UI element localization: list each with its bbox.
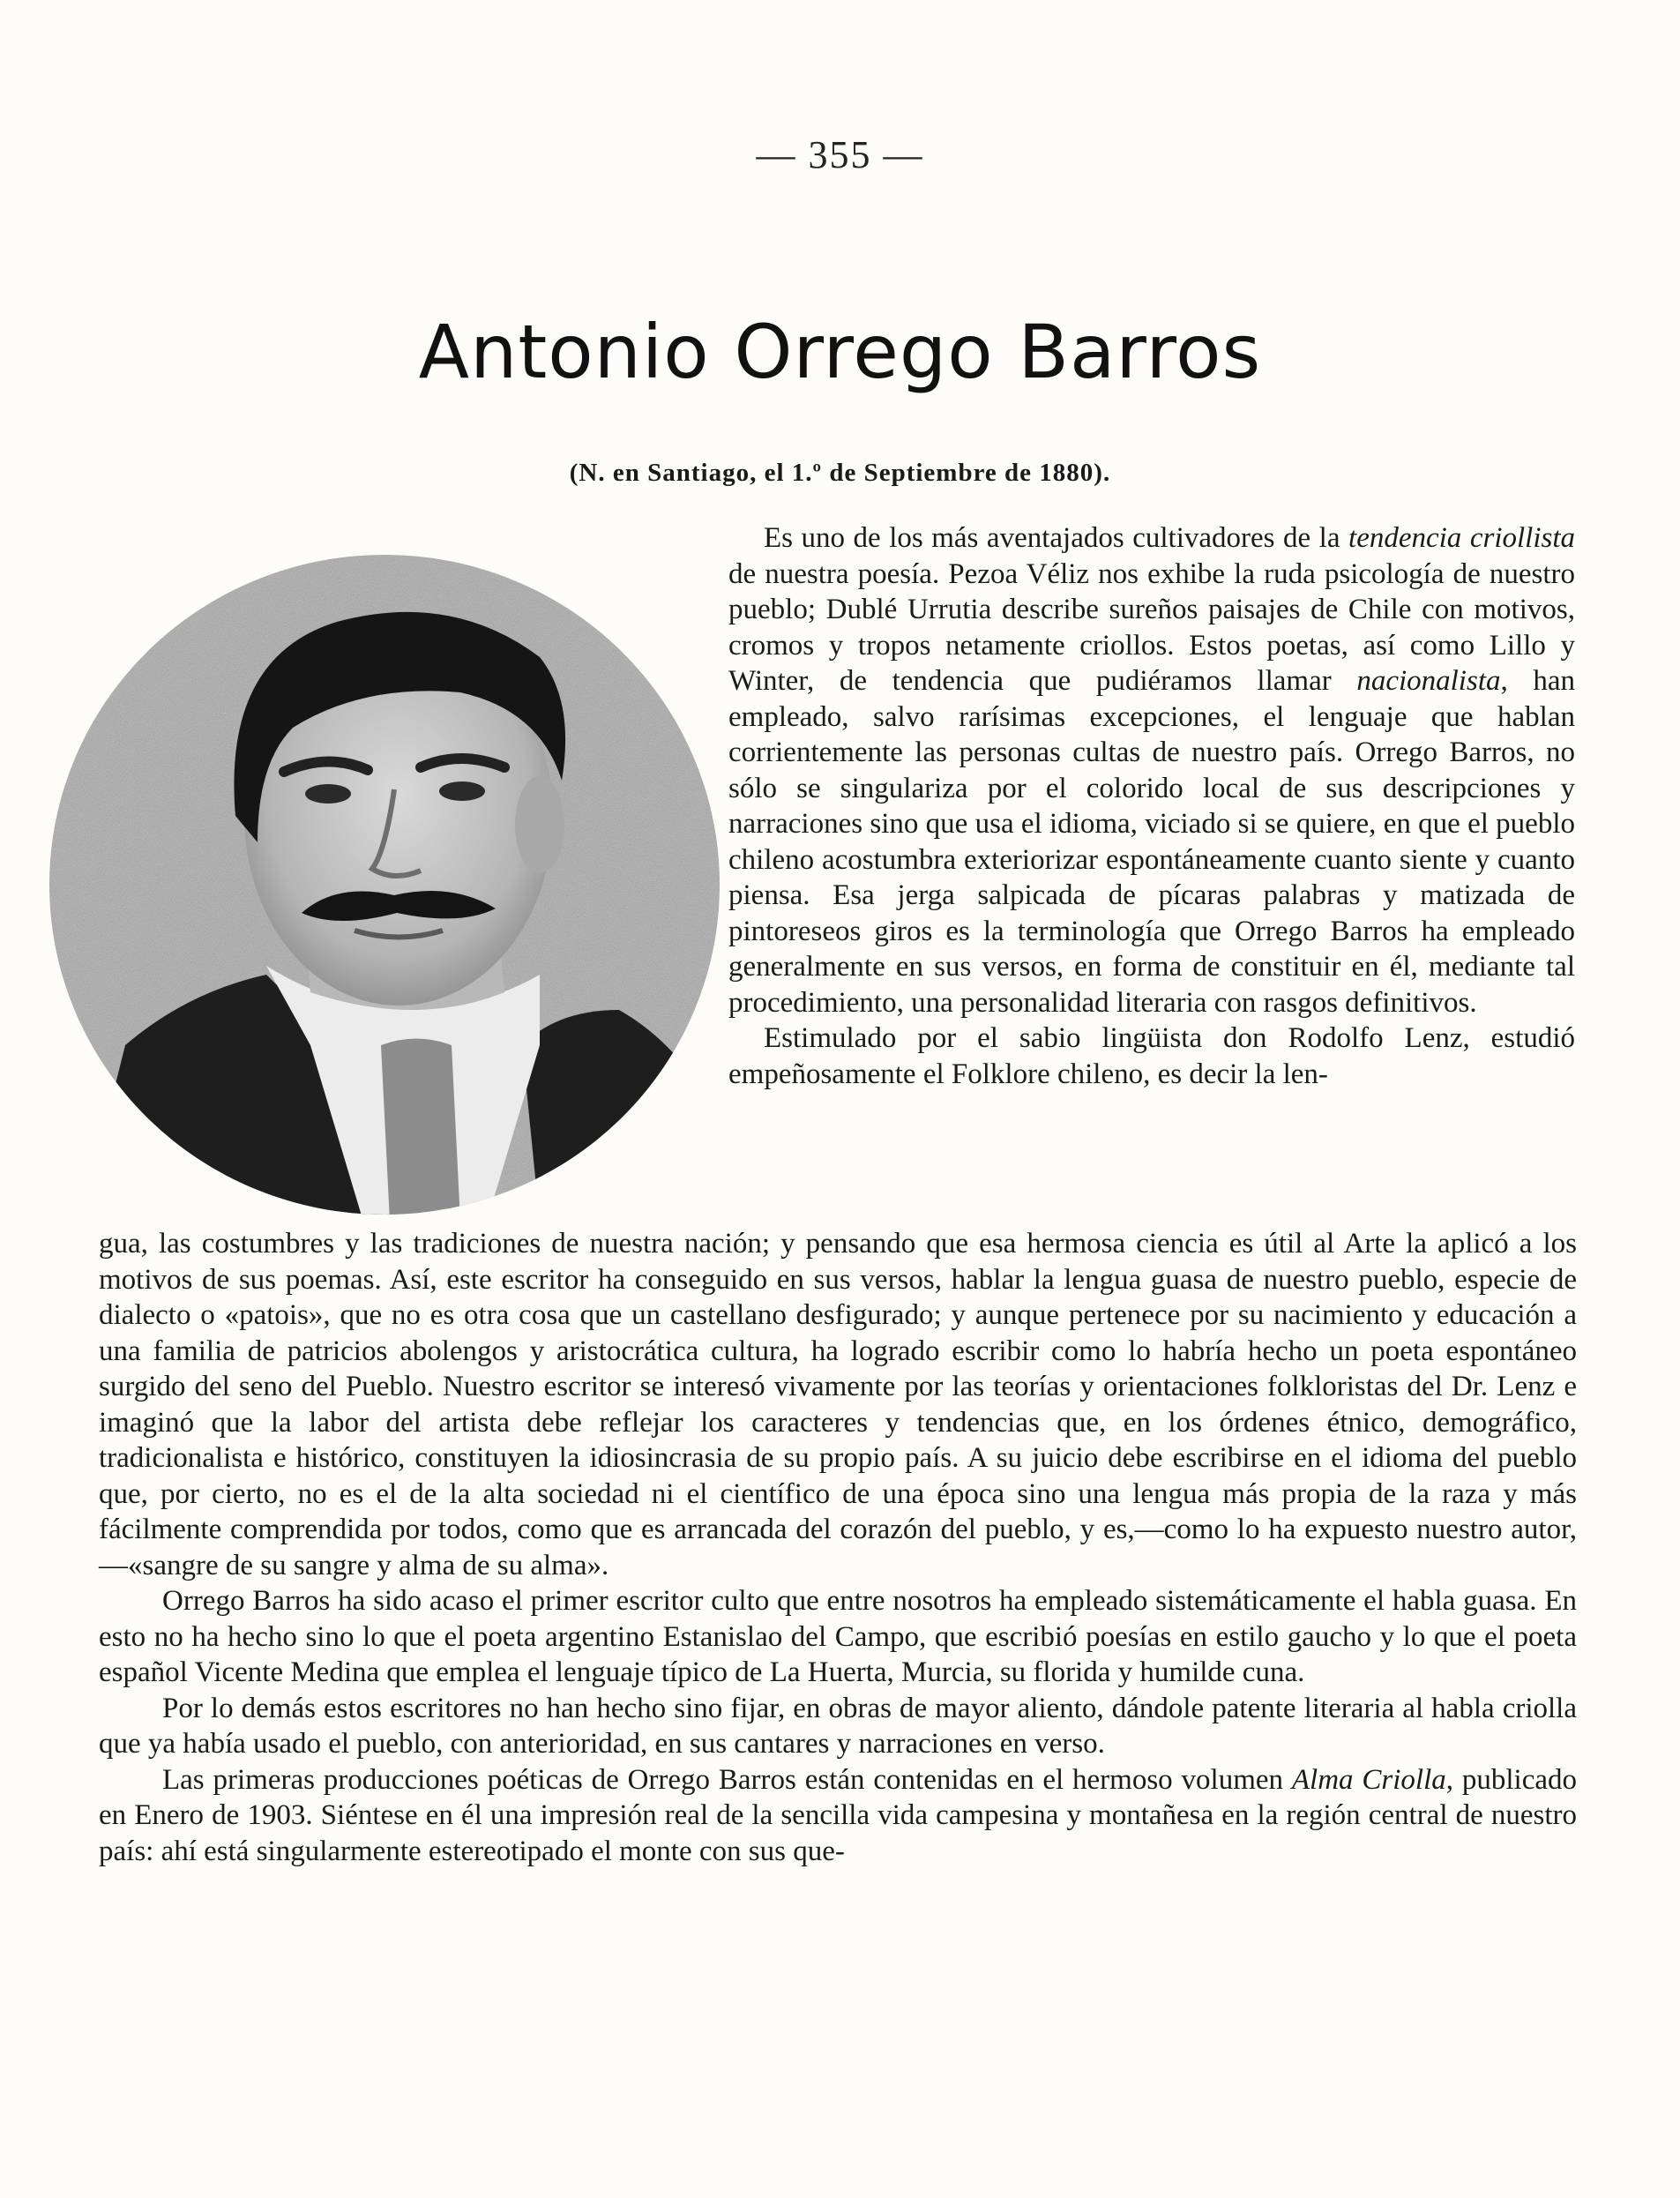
- text-span: , publicado en Enero de 1903. Siéntese en él una impresión real de la sencilla vida campesina y montañesa en la región central de nuestro país: ahí está singularmente estereotipado el monte con sus que-: [99, 1763, 1577, 1867]
- paragraph-5: [99, 1762, 1577, 1870]
- text-span: Las primeras producciones poéticas de Orrego Barros están contenidas en el hermoso volumen: [162, 1763, 1292, 1796]
- paragraph-4: Por lo demás estos escritores no han hecho sino fijar, en obras de mayor aliento, dándole patente literaria al habla criolla que ya había usado el pueblo, con anterioridad, en sus cantares y narraciones en verso.: [99, 1692, 1577, 1760]
- paragraph-1: [728, 520, 1575, 1020]
- text-span: de nuestra poesía. Pezoa Véliz nos exhibe la ruda psicología de nuestro pueblo; Dublé Urrutia describe sureños paisajes de Chile con motivos, cromos y tropos netamente criollos. Estos poetas, así como Lillo y Winter, de tendencia que pudiéramos llamar: [728, 557, 1575, 697]
- text-span: Es uno de los más aventajados cultivadores de la: [764, 522, 1349, 554]
- emphasis: nacionalista: [1356, 665, 1501, 697]
- paragraph-3: Orrego Barros ha sido acaso el primer escritor culto que entre nosotros ha empleado sistemáticamente el habla guasa. En esto no ha hecho sino lo que el poeta argentino Estanislao del Campo, que escribió poesías en estilo gaucho y lo que el poeta español Vicente Medina que emplea el lenguaje típico de La Huerta, Murcia, su florida y humilde cuna.: [99, 1585, 1577, 1688]
- emphasis: tendencia criollista: [1348, 522, 1576, 554]
- page-number: — 355 —: [756, 133, 924, 176]
- page-title: Antonio Orrego Barros: [418, 309, 1262, 395]
- text-column: [728, 520, 1575, 1092]
- paragraph-2-cont: gua, las costumbres y las tradiciones de nuestra nación; y pensando que esa hermosa ciencia es útil al Arte la aplicó a los motivos de sus poemas. Así, este escritor ha conseguido en sus versos, hablar la lengua guasa de nuestro pueblo, especie de dialecto o «patois», que no es otra cosa que un castellano desfigurado; y aunque pertenece por su nacimiento y educación a una familia de patricios abolengos y aristocrática cultura, ha logrado escribir como lo habría hecho un poeta espontáneo surgido del seno del Pueblo. Nuestro escritor se interesó vivamente por las teorías y orientaciones folkloristas del Dr. Lenz e imaginó que la labor del artista debe reflejar los caracteres y tendencias que, en los órdenes étnico, demográfico, tradicionalista e histórico, constituyen la idiosincrasia de su propio país. A su juicio debe escribirse en el idioma del pueblo que, por cierto, no es el de la alta sociedad ni el científico de una época sino una lengua más propia de la raza y más fácilmente comprendida por todos, como que es arrancada del corazón del pueblo, y es,—como lo ha expuesto nuestro autor,—«sangre de su sangre y alma de su alma».: [99, 1228, 1577, 1581]
- subtitle: (N. en Santiago, el 1.º de Septiembre de 1880).: [569, 459, 1111, 487]
- text-body: [99, 1226, 1577, 1869]
- text-span: , han empleado, salvo rarísimas excepciones, el lenguaje que hablan corrientemente las personas cultas de nuestro país. Orrego Barros, no sólo se singulariza por el colorido local de sus descripciones y narraciones sino que usa el idioma, viciado si se quiere, en que el pueblo chileno acostumbra exteriorizar espontáneamente cuanto siente y cuanto piensa. Esa jerga salpicada de pícaras palabras y matizada de pintoreseos giros es la terminología que Orrego Barros ha empleado generalmente en sus versos, en forma de constituir en él, mediante tal procedimiento, una personalidad literaria con rasgos definitivos.: [728, 665, 1575, 1019]
- emphasis: Alma Criolla: [1291, 1763, 1446, 1796]
- portrait-photo-icon: [46, 551, 723, 1222]
- paragraph-2-start: Estimulado por el sabio lingüista don Rodolfo Lenz, estudió empeñosamente el Folklore chileno, es decir la len-: [728, 1022, 1575, 1090]
